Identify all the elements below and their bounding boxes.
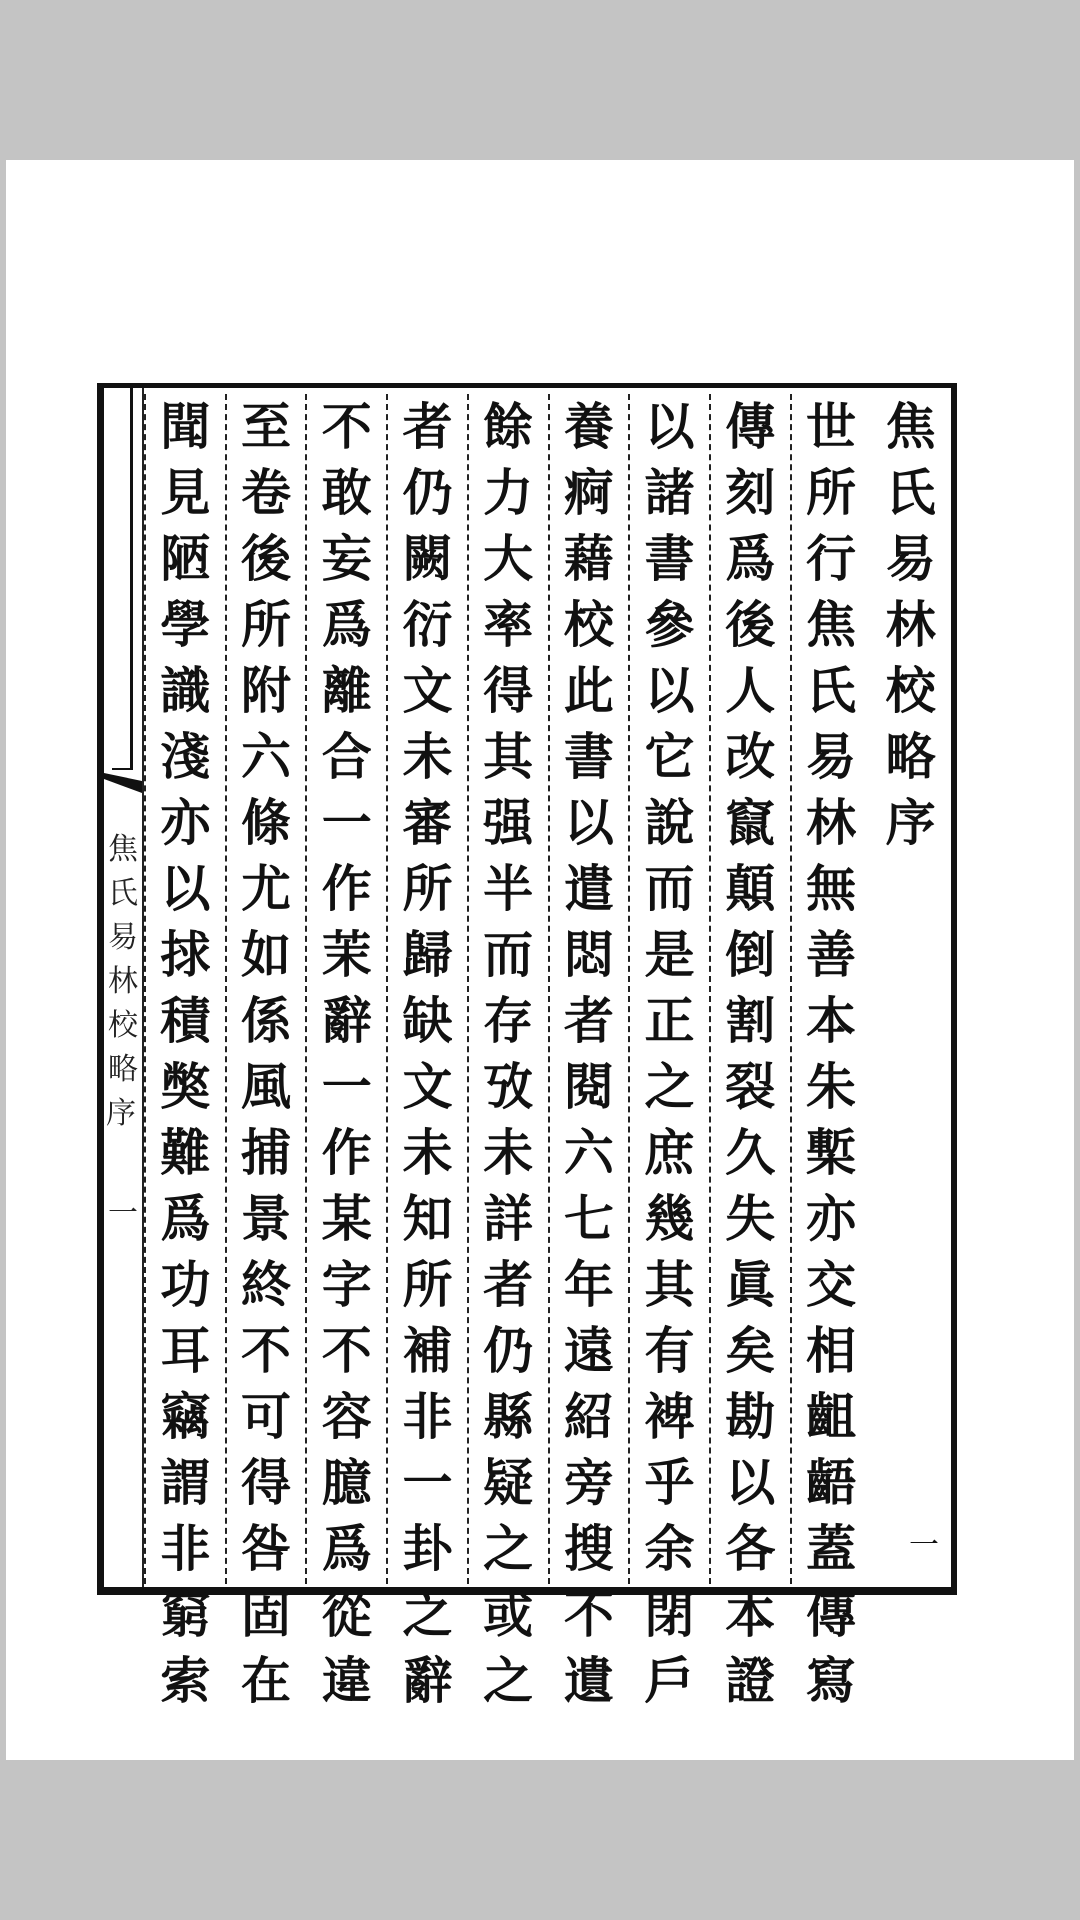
character: 缺 — [402, 991, 453, 1050]
character: 林 — [885, 595, 936, 654]
character: 校 — [885, 661, 936, 720]
character: 所 — [805, 463, 856, 522]
character: 知 — [402, 1189, 453, 1248]
character: 識 — [160, 661, 211, 720]
character: 裨 — [644, 1387, 695, 1446]
character: 一 — [321, 1057, 372, 1116]
character: 辭 — [321, 991, 372, 1050]
character: 倒 — [725, 925, 776, 984]
character: 衍 — [402, 595, 453, 654]
title-column — [870, 394, 951, 1584]
character: 在 — [241, 1651, 292, 1710]
character: 詳 — [483, 1189, 534, 1248]
character: 者 — [402, 397, 453, 456]
text-column — [144, 394, 225, 1710]
title-mark: 一 — [908, 1528, 939, 1563]
character: 參 — [644, 595, 695, 654]
character: 一 — [402, 1453, 453, 1512]
character: 力 — [483, 463, 534, 522]
character: 林 — [805, 793, 856, 852]
character: 齬 — [805, 1453, 856, 1512]
character: 不 — [321, 397, 372, 456]
character: 以 — [725, 1453, 776, 1512]
character: 文 — [402, 661, 453, 720]
character: 焦 — [805, 595, 856, 654]
character: 世 — [805, 397, 856, 456]
character: 諸 — [644, 463, 695, 522]
character: 齟 — [805, 1387, 856, 1446]
character: 存 — [483, 991, 534, 1050]
character: 而 — [483, 925, 534, 984]
character: 之 — [483, 1519, 534, 1578]
character: 可 — [241, 1387, 292, 1446]
character: 有 — [644, 1321, 695, 1380]
character: 不 — [321, 1321, 372, 1380]
character: 如 — [241, 925, 292, 984]
character: 索 — [160, 1651, 211, 1710]
character: 學 — [160, 595, 211, 654]
character: 後 — [241, 529, 292, 588]
character: 朱 — [805, 1057, 856, 1116]
margin-character: 易 — [108, 920, 138, 955]
character: 旁 — [563, 1453, 614, 1512]
character: 此 — [563, 661, 614, 720]
character: 不 — [563, 1585, 614, 1644]
character: 行 — [805, 529, 856, 588]
character: 割 — [725, 991, 776, 1050]
character: 容 — [321, 1387, 372, 1446]
character: 矣 — [725, 1321, 776, 1380]
character: 以 — [644, 397, 695, 456]
character: 餘 — [483, 397, 534, 456]
character: 辭 — [402, 1651, 453, 1710]
character: 善 — [805, 925, 856, 984]
character: 竄 — [725, 793, 776, 852]
character: 證 — [725, 1651, 776, 1710]
character: 耳 — [160, 1321, 211, 1380]
character: 閉 — [644, 1585, 695, 1644]
character: 景 — [241, 1189, 292, 1248]
character: 以 — [160, 859, 211, 918]
character: 淺 — [160, 727, 211, 786]
character: 縣 — [483, 1387, 534, 1446]
character: 字 — [321, 1255, 372, 1314]
character: 刻 — [725, 463, 776, 522]
text-column — [628, 394, 709, 1710]
character: 傳 — [805, 1585, 856, 1644]
character: 茉 — [321, 925, 372, 984]
character: 相 — [805, 1321, 856, 1380]
character: 或 — [483, 1585, 534, 1644]
margin-character: 氏 — [108, 876, 138, 911]
character: 卦 — [402, 1519, 453, 1578]
character: 臆 — [321, 1453, 372, 1512]
text-column — [386, 394, 467, 1710]
character: 捕 — [241, 1123, 292, 1182]
character: 係 — [241, 991, 292, 1050]
character: 風 — [241, 1057, 292, 1116]
character: 終 — [241, 1255, 292, 1314]
character: 至 — [241, 397, 292, 456]
character: 遣 — [563, 859, 614, 918]
character: 窮 — [160, 1585, 211, 1644]
character: 改 — [725, 727, 776, 786]
character: 蓋 — [805, 1519, 856, 1578]
character: 功 — [160, 1255, 211, 1314]
character: 捄 — [160, 925, 211, 984]
character: 略 — [885, 727, 936, 786]
character: 七 — [563, 1189, 614, 1248]
character: 所 — [241, 595, 292, 654]
character: 積 — [160, 991, 211, 1050]
character: 難 — [160, 1123, 211, 1182]
fold-margin — [104, 388, 144, 1587]
character: 離 — [321, 661, 372, 720]
character: 其 — [644, 1255, 695, 1314]
character: 卷 — [241, 463, 292, 522]
character: 之 — [644, 1057, 695, 1116]
character: 其 — [483, 727, 534, 786]
character: 庶 — [644, 1123, 695, 1182]
character: 余 — [644, 1519, 695, 1578]
character: 得 — [241, 1453, 292, 1512]
margin-character: 校 — [108, 1008, 138, 1043]
character: 一 — [321, 793, 372, 852]
character: 聞 — [160, 397, 211, 456]
character: 未 — [483, 1123, 534, 1182]
character: 强 — [483, 793, 534, 852]
margin-section: 序 — [106, 1096, 136, 1131]
character: 作 — [321, 1123, 372, 1182]
character: 寫 — [805, 1651, 856, 1710]
text-frame — [97, 383, 957, 1710]
character: 紹 — [563, 1387, 614, 1446]
character: 補 — [402, 1321, 453, 1380]
character: 以 — [563, 793, 614, 852]
character: 亦 — [805, 1189, 856, 1248]
character: 焦 — [885, 397, 936, 456]
character: 之 — [402, 1585, 453, 1644]
character: 得 — [483, 661, 534, 720]
character: 搜 — [563, 1519, 614, 1578]
character: 尤 — [241, 859, 292, 918]
character: 六 — [563, 1123, 614, 1182]
character: 攷 — [483, 1057, 534, 1116]
character: 所 — [402, 859, 453, 918]
character: 痾 — [563, 463, 614, 522]
character: 交 — [805, 1255, 856, 1314]
character: 獘 — [160, 1057, 211, 1116]
character: 違 — [321, 1651, 372, 1710]
character: 乎 — [644, 1453, 695, 1512]
character: 仍 — [483, 1321, 534, 1380]
character: 遺 — [563, 1651, 614, 1710]
character: 以 — [644, 661, 695, 720]
text-column — [305, 394, 386, 1710]
character: 氏 — [885, 463, 936, 522]
character: 顛 — [725, 859, 776, 918]
text-column — [790, 394, 871, 1710]
character: 易 — [885, 529, 936, 588]
character: 藉 — [563, 529, 614, 588]
character: 各 — [725, 1519, 776, 1578]
character: 遠 — [563, 1321, 614, 1380]
margin-character: 林 — [108, 964, 138, 999]
character: 某 — [321, 1189, 372, 1248]
character: 條 — [241, 793, 292, 852]
margin-character: 焦 — [108, 832, 138, 867]
character: 正 — [644, 991, 695, 1050]
character: 年 — [563, 1255, 614, 1314]
character: 作 — [321, 859, 372, 918]
character: 竊 — [160, 1387, 211, 1446]
character: 勘 — [725, 1387, 776, 1446]
character: 亦 — [160, 793, 211, 852]
character: 爲 — [321, 1519, 372, 1578]
character: 仍 — [402, 463, 453, 522]
character: 校 — [563, 595, 614, 654]
character: 所 — [402, 1255, 453, 1314]
character: 書 — [644, 529, 695, 588]
character: 陋 — [160, 529, 211, 588]
character: 六 — [241, 727, 292, 786]
character: 謂 — [160, 1453, 211, 1512]
character: 敢 — [321, 463, 372, 522]
character: 未 — [402, 727, 453, 786]
character: 是 — [644, 925, 695, 984]
character: 爲 — [725, 529, 776, 588]
character: 本 — [725, 1585, 776, 1644]
character: 合 — [321, 727, 372, 786]
character: 序 — [885, 793, 936, 852]
character: 疑 — [483, 1453, 534, 1512]
fish-tail-mark — [104, 773, 142, 793]
character: 者 — [483, 1255, 534, 1314]
character: 戶 — [644, 1651, 695, 1710]
text-column — [225, 394, 306, 1710]
character: 人 — [725, 661, 776, 720]
character: 半 — [483, 859, 534, 918]
character: 而 — [644, 859, 695, 918]
character: 爲 — [321, 595, 372, 654]
character: 爲 — [160, 1189, 211, 1248]
character: 槧 — [805, 1123, 856, 1182]
character: 咎 — [241, 1519, 292, 1578]
character: 它 — [644, 727, 695, 786]
character: 氏 — [805, 661, 856, 720]
character: 無 — [805, 859, 856, 918]
character: 非 — [160, 1519, 211, 1578]
character: 本 — [805, 991, 856, 1050]
fold-border — [112, 388, 133, 770]
character: 見 — [160, 463, 211, 522]
character: 久 — [725, 1123, 776, 1182]
text-column — [467, 394, 548, 1710]
character: 附 — [241, 661, 292, 720]
character: 裂 — [725, 1057, 776, 1116]
margin-book-title — [106, 828, 140, 1092]
text-column — [709, 394, 790, 1710]
character: 文 — [402, 1057, 453, 1116]
character: 悶 — [563, 925, 614, 984]
character: 失 — [725, 1189, 776, 1248]
character: 養 — [563, 397, 614, 456]
margin-character: 略 — [108, 1052, 138, 1087]
character: 者 — [563, 991, 614, 1050]
character: 固 — [241, 1585, 292, 1644]
character: 審 — [402, 793, 453, 852]
character: 書 — [563, 727, 614, 786]
character: 闕 — [402, 529, 453, 588]
margin-page-number: 一 — [108, 1196, 138, 1231]
character: 幾 — [644, 1189, 695, 1248]
character: 率 — [483, 595, 534, 654]
character: 從 — [321, 1585, 372, 1644]
character: 未 — [402, 1123, 453, 1182]
character: 眞 — [725, 1255, 776, 1314]
character: 大 — [483, 529, 534, 588]
character: 後 — [725, 595, 776, 654]
character: 易 — [805, 727, 856, 786]
text-column — [548, 394, 629, 1710]
character: 妄 — [321, 529, 372, 588]
character: 說 — [644, 793, 695, 852]
character: 閱 — [563, 1057, 614, 1116]
character: 歸 — [402, 925, 453, 984]
character: 之 — [483, 1651, 534, 1710]
character: 傳 — [725, 397, 776, 456]
character: 不 — [241, 1321, 292, 1380]
character: 非 — [402, 1387, 453, 1446]
